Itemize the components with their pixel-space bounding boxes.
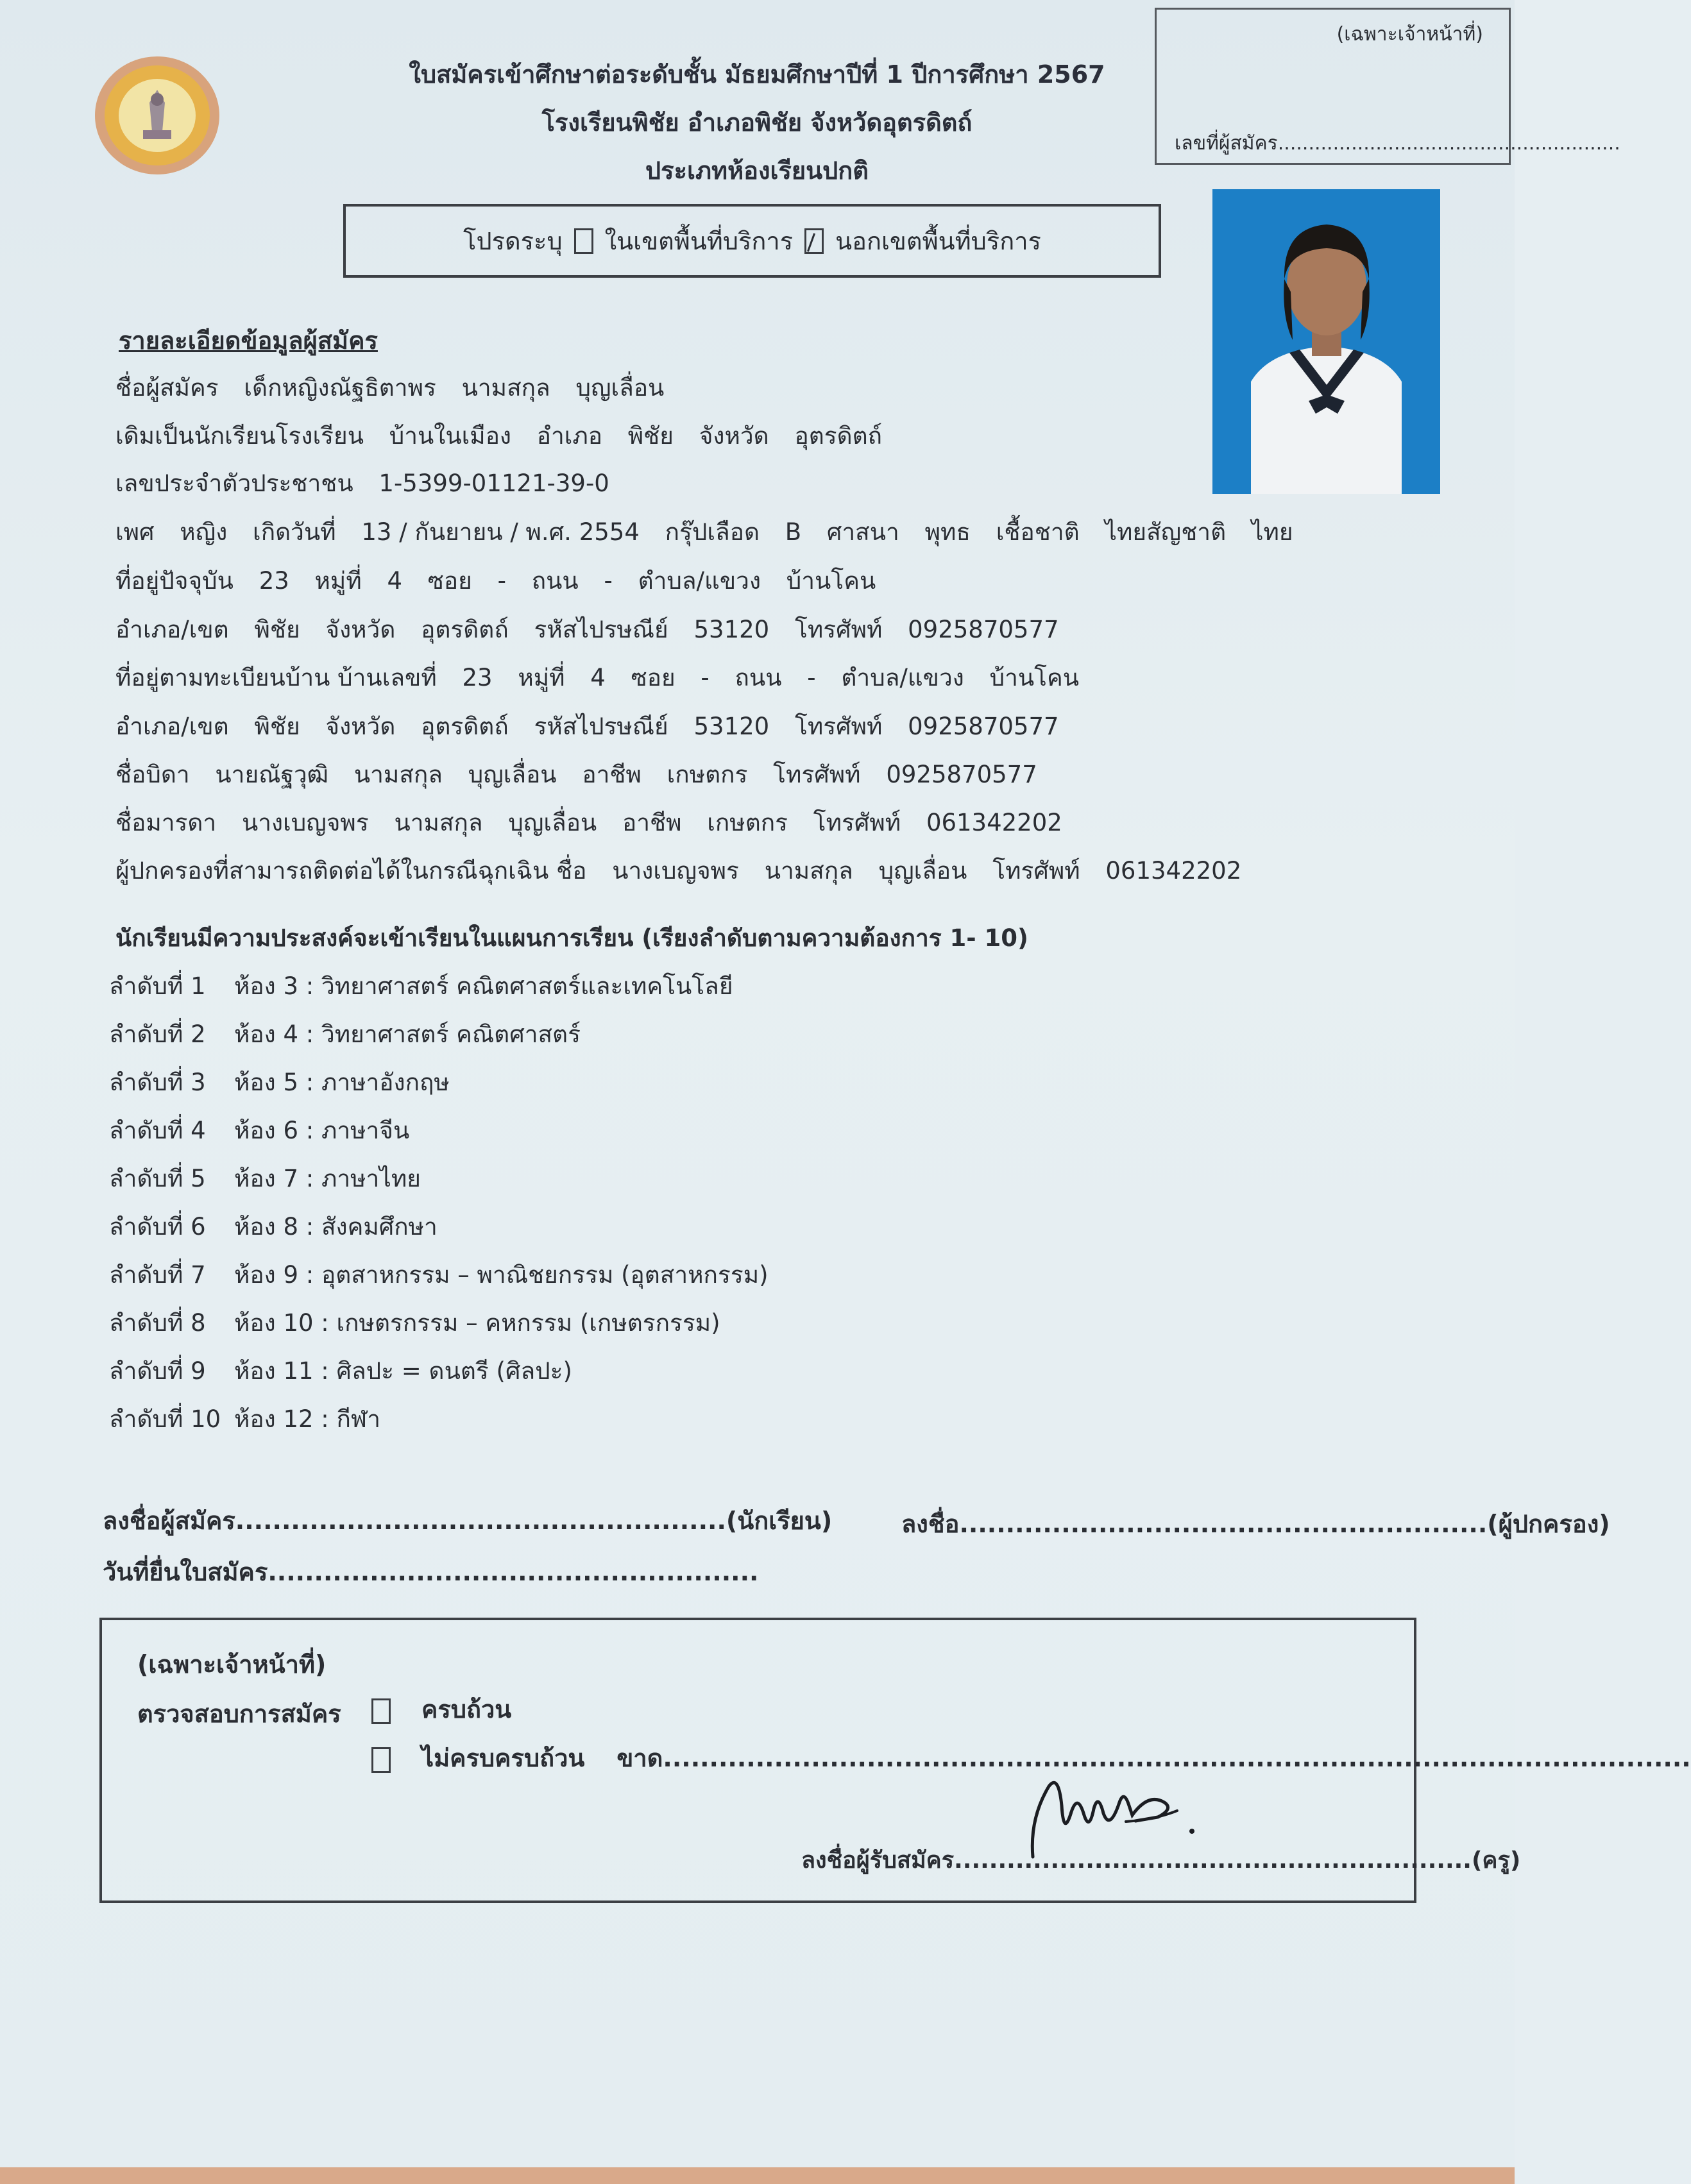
guardian-surname[interactable]: บุญเลื่อน — [878, 857, 967, 885]
blood-value[interactable]: B — [785, 518, 802, 546]
father-surname[interactable]: บุญเลื่อน — [468, 761, 557, 788]
registered-zip[interactable]: 53120 — [693, 713, 770, 740]
choice-no: ลำดับที่ 4 — [109, 1117, 206, 1144]
prev-province-label: จังหวัด — [699, 422, 769, 450]
registered-phone[interactable]: 0925870577 — [908, 713, 1059, 740]
complete-option — [371, 1689, 511, 1729]
current-province-label: จังหวัด — [325, 616, 396, 643]
birth-value[interactable]: 13 / กันยายน / พ.ศ. 2554 — [361, 518, 640, 546]
name-value[interactable]: เด็กหญิงณัฐธิตาพร — [244, 374, 436, 402]
father-job[interactable]: เกษตกร — [667, 761, 748, 788]
guardian-label: ผู้ปกครองที่สามารถติดต่อได้ในกรณีฉุกเฉิน ชื่อ — [115, 857, 587, 885]
choice-room: ห้อง 9 : อุตสาหกรรม – พาณิชยกรรม (อุตสาหกรรม) — [234, 1261, 769, 1289]
prev-school-label: เดิมเป็นนักเรียนโรงเรียน — [115, 422, 364, 450]
choice-no: ลำดับที่ 7 — [109, 1261, 206, 1289]
mother-surname[interactable]: บุญเลื่อน — [508, 809, 597, 836]
complete-checkbox[interactable] — [371, 1698, 391, 1724]
choice-no: ลำดับที่ 2 — [109, 1020, 206, 1048]
application-number-field[interactable]: เลขที่ผู้สมัคร........................................................ — [1175, 132, 1620, 155]
zone-in-label: ในเขตพื้นที่บริการ — [604, 227, 794, 255]
teacher-signature-icon — [1014, 1767, 1206, 1863]
surname-label: นามสกุล — [461, 374, 550, 402]
office-note: (เฉพาะเจ้าหน้าที่) — [1336, 23, 1483, 46]
officer-check-label: ตรวจสอบการสมัคร — [137, 1700, 341, 1728]
registered-house[interactable]: 23 — [462, 664, 493, 691]
current-subdistrict-label: ตำบล/แขวง — [638, 567, 761, 595]
choice-no: ลำดับที่ 1 — [109, 972, 206, 1000]
officer-title: (เฉพาะเจ้าหน้าที่) — [137, 1650, 327, 1679]
school-emblem-icon — [93, 55, 221, 176]
registered-province-label: จังหวัด — [325, 713, 396, 740]
choice-room: ห้อง 7 : ภาษาไทย — [234, 1165, 421, 1192]
study-plan-title: นักเรียนมีความประสงค์จะเข้าเรียนในแผนการเรียน (เรียงลำดับตามความต้องการ 1- 10) — [115, 924, 1028, 952]
nationality-value[interactable]: ไทย — [1251, 518, 1293, 546]
guardian-phone[interactable]: 061342202 — [1105, 857, 1242, 885]
current-address-label: ที่อยู่ปัจจุบัน — [115, 567, 234, 595]
row-personal — [115, 513, 1311, 551]
prev-province-value[interactable]: อุตรดิตถ์ — [794, 422, 883, 450]
row-current-address-2 — [115, 611, 1077, 648]
current-zip-label: รหัสไปรษณีย์ — [534, 616, 668, 643]
row-registered-address-2 — [115, 707, 1077, 745]
current-subdistrict[interactable]: บ้านโคน — [786, 567, 876, 595]
current-soi-label: ซอย — [427, 567, 472, 595]
name-label: ชื่อผู้สมัคร — [115, 374, 219, 402]
office-use-box — [1155, 8, 1620, 165]
guardian-name[interactable]: นางเบญจพร — [612, 857, 739, 885]
row-name — [115, 369, 682, 407]
registered-subdistrict-label: ตำบล/แขวง — [841, 664, 964, 691]
row-id — [115, 464, 627, 502]
registered-road-label: ถนน — [735, 664, 782, 691]
choice-row-8 — [109, 1304, 720, 1342]
zone-in-checkbox[interactable] — [574, 228, 593, 254]
application-date-line[interactable]: วันที่ยื่นใบสมัคร..................................................... — [103, 1558, 759, 1586]
id-label: เลขประจำตัวประชาชน — [115, 470, 353, 497]
bottom-edge-strip — [0, 2167, 1515, 2184]
choice-no: ลำดับที่ 3 — [109, 1069, 206, 1096]
zone-out-label: นอกเขตพื้นที่บริการ — [835, 227, 1041, 255]
choice-room: ห้อง 8 : สังคมศึกษา — [234, 1213, 438, 1240]
choice-no: ลำดับที่ 9 — [109, 1357, 206, 1385]
class-type: ประเภทห้องเรียนปกติ — [645, 157, 869, 185]
mother-surname-label: นามสกุล — [394, 809, 483, 836]
current-phone[interactable]: 0925870577 — [908, 616, 1059, 643]
zone-out-checkbox[interactable] — [804, 228, 824, 254]
choice-room: ห้อง 12 : กีฬา — [234, 1405, 380, 1433]
current-soi[interactable]: - — [497, 567, 506, 595]
mother-phone[interactable]: 061342202 — [926, 809, 1062, 836]
service-zone-box — [343, 204, 1161, 278]
row-mother — [115, 804, 1080, 842]
sex-label: เพศ — [115, 518, 155, 546]
id-value[interactable]: 1-5399-01121-39-0 — [378, 470, 609, 497]
guardian-surname-label: นามสกุล — [764, 857, 853, 885]
current-phone-label: โทรศัพท์ — [794, 616, 883, 643]
father-name[interactable]: นายณัฐวุฒิ — [215, 761, 329, 788]
officer-section — [99, 1618, 1691, 1903]
choice-row-7 — [109, 1256, 769, 1294]
choice-no: ลำดับที่ 10 — [109, 1405, 221, 1433]
registered-district[interactable]: พิชัย — [254, 713, 300, 740]
zone-prompt: โปรดระบุ — [463, 227, 563, 255]
mother-job-label: อาชีพ — [622, 809, 682, 836]
complete-label: ครบถ้วน — [421, 1695, 512, 1723]
registered-moo[interactable]: 4 — [590, 664, 606, 691]
sex-value[interactable]: หญิง — [180, 518, 228, 546]
mother-label: ชื่อมารดา — [115, 809, 217, 836]
registered-soi[interactable]: - — [701, 664, 710, 691]
row-father — [115, 756, 1055, 793]
registered-district-label: อำเภอ/เขต — [115, 713, 229, 740]
current-zip[interactable]: 53120 — [693, 616, 770, 643]
mother-phone-label: โทรศัพท์ — [813, 809, 901, 836]
choice-row-5 — [109, 1160, 421, 1198]
current-district[interactable]: พิชัย — [254, 616, 300, 643]
applicant-section-title: รายละเอียดข้อมูลผู้สมัคร — [119, 326, 378, 355]
row-prev-school — [115, 417, 900, 455]
father-surname-label: นามสกุล — [353, 761, 443, 788]
current-moo-label: หมู่ที่ — [314, 567, 362, 595]
choice-row-1 — [109, 967, 733, 1005]
school-name: โรงเรียนพิชัย อำเภอพิชัย จังหวัดอุตรดิตถ์ — [541, 108, 973, 137]
race-value[interactable]: ไทยสัญชาติ — [1105, 518, 1227, 546]
row-registered-address — [115, 659, 1097, 697]
current-district-label: อำเภอ/เขต — [115, 616, 229, 643]
current-house[interactable]: 23 — [259, 567, 289, 595]
choice-row-3 — [109, 1063, 450, 1101]
guardian-signature-line[interactable]: ลงชื่อ.........................................................(ผู้ปกครอง) — [901, 1510, 1610, 1538]
choice-no: ลำดับที่ 5 — [109, 1165, 206, 1192]
choice-room: ห้อง 10 : เกษตรกรรม – คหกรรม (เกษตรกรรม) — [234, 1309, 720, 1337]
father-phone-label: โทรศัพท์ — [773, 761, 861, 788]
mother-job[interactable]: เกษตกร — [707, 809, 788, 836]
form-title: ใบสมัครเข้าศึกษาต่อระดับชั้น มัธยมศึกษาปีที่ 1 ปีการศึกษา 2567 — [409, 60, 1105, 89]
choice-row-10 — [109, 1400, 380, 1438]
applicant-signature-line[interactable]: ลงชื่อผู้สมัคร.....................................................(นักเรียน) — [103, 1507, 833, 1535]
registered-subdistrict[interactable]: บ้านโคน — [989, 664, 1080, 691]
current-moo[interactable]: 4 — [387, 567, 403, 595]
registered-address-label: ที่อยู่ตามทะเบียนบ้าน บ้านเลขที่ — [115, 664, 437, 691]
missing-field[interactable]: ขาด............................................................................................................... — [616, 1744, 1691, 1772]
row-guardian — [115, 852, 1259, 890]
father-job-label: อาชีพ — [582, 761, 642, 788]
current-province[interactable]: อุตรดิตถ์ — [421, 616, 509, 643]
father-phone[interactable]: 0925870577 — [886, 761, 1037, 788]
religion-label: ศาสนา — [826, 518, 899, 546]
guardian-phone-label: โทรศัพท์ — [992, 857, 1080, 885]
row-current-address — [115, 562, 894, 600]
birth-label: เกิดวันที่ — [253, 518, 336, 546]
mother-name[interactable]: นางเบญจพร — [241, 809, 369, 836]
prev-school-value[interactable]: บ้านในเมือง — [389, 422, 511, 450]
incomplete-checkbox[interactable] — [371, 1747, 391, 1773]
surname-value[interactable]: บุญเลื่อน — [575, 374, 665, 402]
religion-value[interactable]: พุทธ — [924, 518, 971, 546]
choice-room: ห้อง 4 : วิทยาศาสตร์ คณิตศาสตร์ — [234, 1020, 581, 1048]
choice-room: ห้อง 3 : วิทยาศาสตร์ คณิตศาสตร์และเทคโนโลยี — [234, 972, 733, 1000]
choice-room: ห้อง 11 : ศิลปะ = ดนตรี (ศิลปะ) — [234, 1357, 572, 1385]
registered-phone-label: โทรศัพท์ — [794, 713, 883, 740]
choice-no: ลำดับที่ 6 — [109, 1213, 206, 1240]
registered-soi-label: ซอย — [631, 664, 676, 691]
receiver-signature-line[interactable]: ลงชื่อผู้รับสมัคร...........................................................(ครู) — [801, 1847, 1521, 1874]
choice-row-2 — [109, 1015, 581, 1053]
choice-no: ลำดับที่ 8 — [109, 1309, 206, 1337]
choice-room: ห้อง 6 : ภาษาจีน — [234, 1117, 410, 1144]
current-road-label: ถนน — [531, 567, 579, 595]
choice-row-9 — [109, 1352, 572, 1390]
registered-road[interactable]: - — [807, 664, 816, 691]
blood-label: กรุ๊ปเลือด — [665, 518, 760, 546]
race-label: เชื้อชาติ — [996, 518, 1080, 546]
choice-room: ห้อง 5 : ภาษาอังกฤษ — [234, 1069, 450, 1096]
choice-row-4 — [109, 1112, 409, 1149]
incomplete-label: ไม่ครบครบถ้วน — [421, 1744, 585, 1772]
registered-zip-label: รหัสไปรษณีย์ — [534, 713, 668, 740]
prev-district-label: อำเภอ — [536, 422, 603, 450]
father-label: ชื่อบิดา — [115, 761, 190, 788]
choice-row-6 — [109, 1208, 438, 1246]
registered-moo-label: หมู่ที่ — [518, 664, 565, 691]
current-road[interactable]: - — [604, 567, 613, 595]
applicant-photo — [1212, 189, 1440, 494]
registered-province[interactable]: อุตรดิตถ์ — [421, 713, 509, 740]
prev-district-value[interactable]: พิชัย — [627, 422, 674, 450]
